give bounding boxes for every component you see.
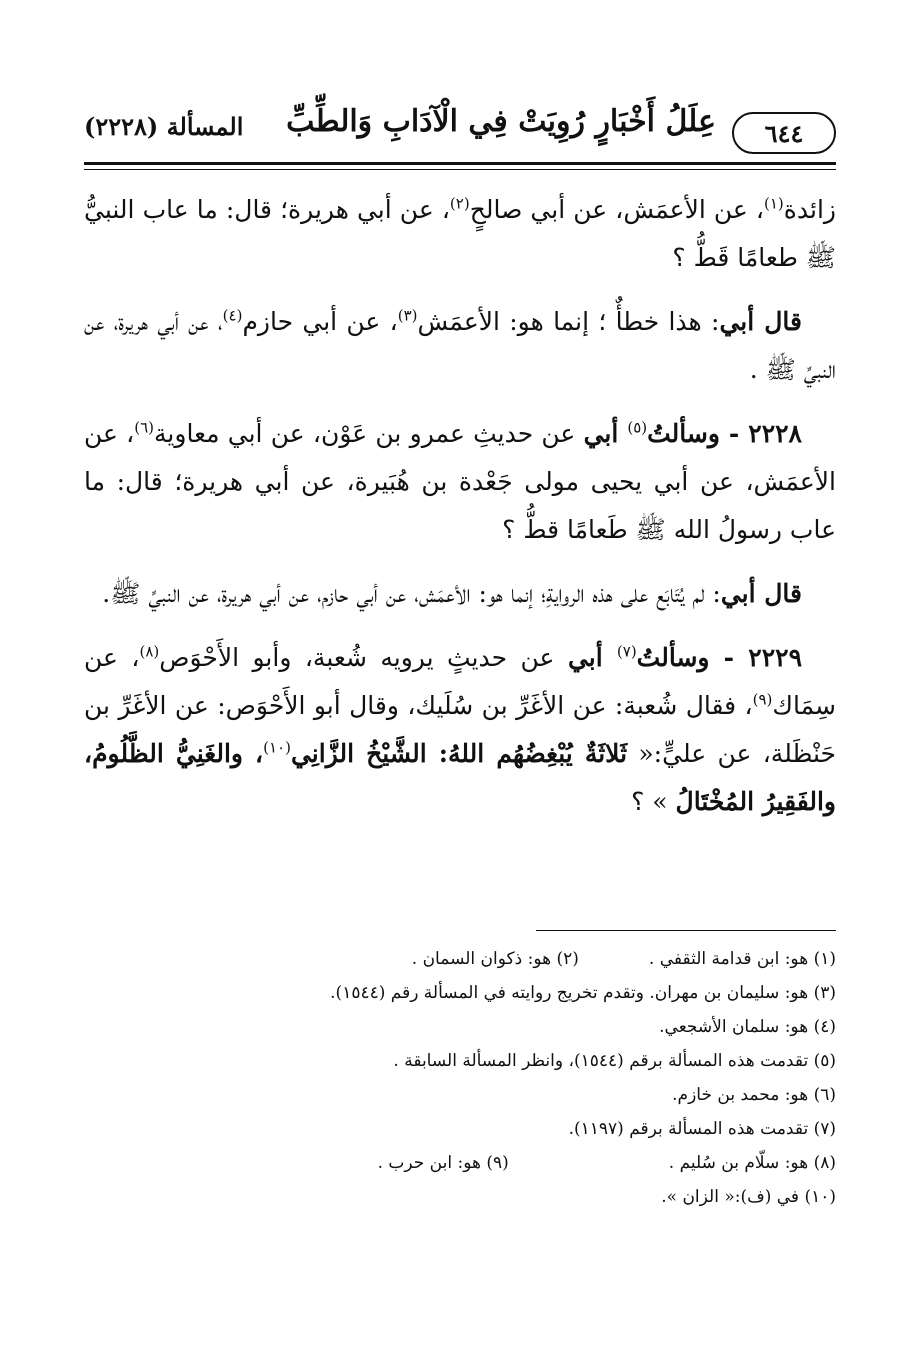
header-rule-thin [84, 169, 836, 170]
text-run: » ؟ [631, 787, 676, 816]
footnote-row [84, 1044, 836, 1078]
footnote-marker: (٤) [222, 306, 243, 325]
paragraph [84, 410, 836, 554]
footnote-text: (٩) هو: ابن حرب . [377, 1153, 509, 1173]
bold-text: أبي [567, 643, 617, 672]
footnote-row [84, 942, 836, 976]
bold-text: ٢٢٢٨ - وسألتُ [647, 419, 802, 448]
footnote-marker: (٩) [752, 690, 773, 709]
footnote-marker: (٧) [616, 642, 637, 661]
text-run: ، عن أبي حازم [242, 307, 398, 336]
footnote-row [84, 976, 836, 1010]
footnote-text: (٣) هو: سليمان بن مهران. وتقدم تخريج روايته في المسألة رقم (١٥٤٤). [330, 983, 836, 1003]
bold-text: قال أبي [719, 307, 802, 336]
footnote-marker: (٦) [134, 418, 155, 437]
footnote-row [84, 1146, 836, 1180]
text-run: : هذا خطأٌ ؛ إنما هو: الأعمَش [417, 307, 720, 336]
bold-text: ، والغَنِيُّ الظَّلُومُ، والفَقِيرُ المُخْتَالُ [84, 739, 836, 816]
footnote-text: (٤) هو: سلمان الأشجعي. [659, 1017, 836, 1037]
footnote-text: (١) هو: ابن قدامة الثقفي . [648, 949, 836, 969]
footnote-row [84, 1010, 836, 1044]
text-run: ، عن سِمَاك [84, 643, 836, 720]
footnote-marker: (٥) [627, 418, 648, 437]
footnotes [84, 942, 836, 1214]
text-run: زائدة [783, 195, 836, 224]
running-title: عِلَلُ أَخْبَارٍ رُوِيَتْ فِي الْآدَابِ وَالطِّبِّ [286, 104, 716, 139]
footnote-marker: (٣) [397, 306, 418, 325]
text-run: ، عن الأعمَش، عن أبي صالحٍ [469, 195, 764, 224]
paragraph [84, 570, 836, 618]
footnote-text: (٥) تقدمت هذه المسألة برقم (١٥٤٤)، وانظر المسألة السابقة . [393, 1051, 836, 1071]
bold-text: قال أبي [720, 579, 802, 608]
footnote-row [84, 1112, 836, 1146]
footnote-row [84, 1180, 836, 1214]
footnote-text: (٦) هو: محمد بن خازم. [672, 1085, 836, 1105]
page-number: ٦٤٤ [764, 118, 804, 148]
issue-label: المسألة (٢٢٢٨) [84, 112, 244, 141]
paragraph [84, 186, 836, 282]
footnote-text: (٧) تقدمت هذه المسألة برقم (١١٩٧). [568, 1119, 836, 1139]
text-run: عن حديثِ عمرو بن عَوْن، عن أبي معاوية [154, 419, 584, 448]
text-run: عن حديثٍ يرويه شُعبة، وأبو الأَحْوَص [159, 643, 568, 672]
header-rule-thick [84, 162, 836, 165]
footnote-marker: (٨) [139, 642, 160, 661]
footnote-text: (٢) هو: ذكوان السمان . [411, 949, 579, 969]
bold-text: ٢٢٢٩ - وسألتُ [636, 643, 802, 672]
text-run: ، فقال شُعبة: عن الأغَرِّ بن سُلَيك، وقال أبو الأَحْوَص: عن الأغَرِّ بن حَنْظَلة، عن عليٍّ:« [84, 691, 836, 768]
text-run: ، عن أبي هريرة؛ قال: ما عاب النبيُّ ﷺ طعامًا قَطُّ ؟ [84, 195, 836, 272]
paragraph [84, 634, 836, 826]
footnote-text: (٨) هو: سلّام بن سُليم . [668, 1153, 836, 1173]
footnote-marker: (١٠) [263, 738, 291, 757]
bold-text: أبي [583, 419, 628, 448]
text-run: ، عن أبي هريرة، عن النبيِّ ﷺ . [84, 307, 836, 384]
footnote-separator [536, 930, 836, 931]
footnote-marker: (١) [764, 194, 784, 213]
text-run: : لم يُتَابَع على هذه الروايةِ؛ إنما هو: الأعمَش، عن أبي حازم، عن أبي هريرة، عن النبيِّ ﷺ. [102, 579, 721, 608]
text-run: ، عن الأعمَش، عن أبي يحيى مولى جَعْدة بن هُبَيرة، عن أبي هريرة؛ قال: ما عاب رسولُ الله ﷺ طَعامًا قطُّ ؟ [84, 419, 836, 544]
paragraph [84, 298, 836, 394]
footnote-row [84, 1078, 836, 1112]
footnote-text: (١٠) في (ف):« الزان ». [661, 1187, 836, 1207]
bold-text: ثَلاثَةٌ يُبْغِضُهُم اللهُ: الشَّيْخُ الزَّانِي [290, 739, 628, 768]
main-text [84, 186, 836, 842]
footnote-marker: (٢) [449, 194, 470, 213]
page-number-badge [732, 112, 836, 154]
